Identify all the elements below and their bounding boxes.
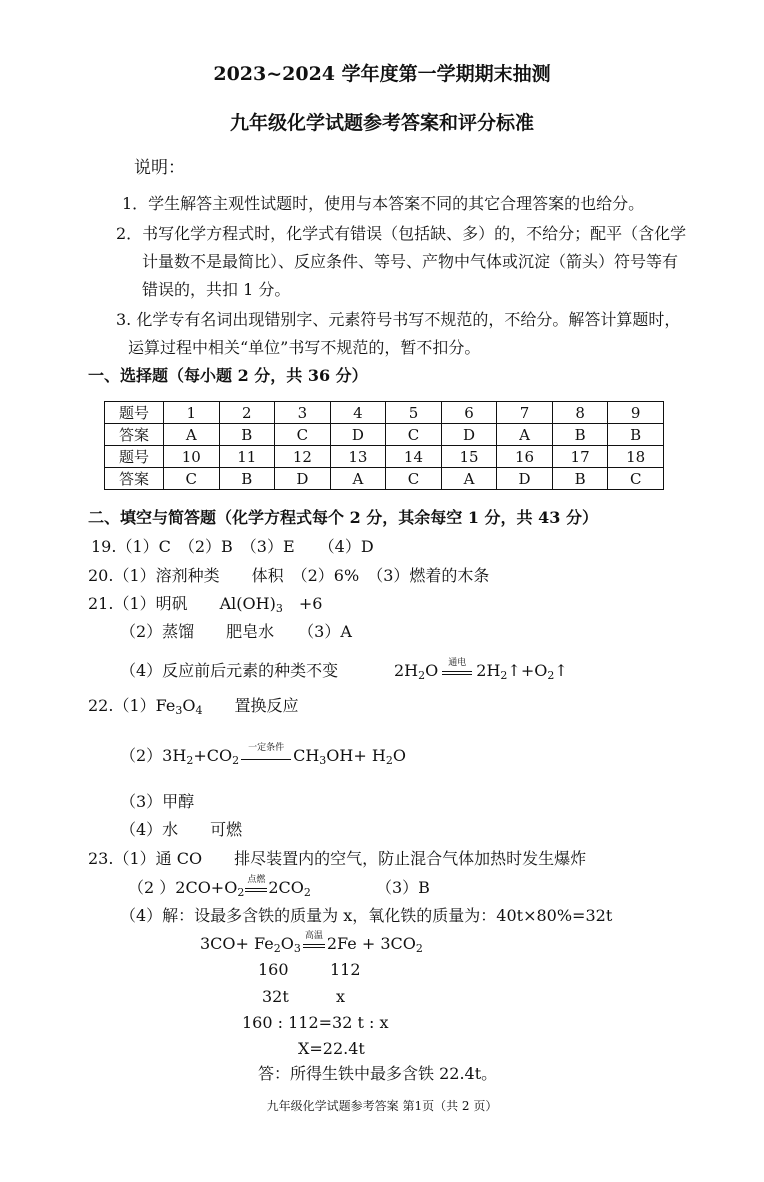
table-cell: 13 — [330, 446, 386, 468]
eq-part: 2CO — [268, 878, 304, 897]
note-3-line-2: 运算过程中相关“单位”书写不规范的，暂不扣分。 — [128, 338, 481, 357]
eq-part: OH+ H — [326, 746, 386, 765]
reaction-condition — [303, 931, 325, 954]
condition-label: 通电 — [448, 658, 467, 668]
subscript: 2 — [273, 942, 281, 955]
table-cell: D — [330, 424, 386, 446]
calc-molar-mass-fe2o3: 160 — [258, 960, 289, 979]
note-2-line-3: 错误的，共扣 1 分。 — [142, 280, 291, 299]
note-1: 1．学生解答主观性试题时，使用与本答案不同的其它合理答案的也给分。 — [122, 194, 645, 213]
answer-q22-1 — [88, 696, 298, 716]
note-2-line-1: 2．书写化学方程式时，化学式有错误（包括缺、多）的，不给分；配平（含化学 — [116, 224, 687, 243]
table-cell: B — [219, 468, 275, 490]
answer-q22-3: （3）甲醇 — [120, 792, 195, 811]
table-cell: B — [608, 424, 664, 446]
table-cell: C — [275, 424, 331, 446]
answer-q21-1 — [88, 594, 322, 614]
subscript: 2 — [186, 754, 194, 767]
subscript: 2 — [385, 754, 393, 767]
eq-part: O — [182, 696, 196, 715]
eq-part: ↑ — [554, 661, 568, 680]
calc-molar-mass-fe: 112 — [330, 960, 361, 979]
subscript: 3 — [175, 704, 183, 717]
table-cell: D — [441, 424, 497, 446]
condition-label: 点燃 — [247, 875, 266, 885]
table-cell: 11 — [219, 446, 275, 468]
page-footer: 九年级化学试题参考答案 第1页（共 2 页） — [266, 1099, 498, 1113]
table-cell: 5 — [386, 402, 442, 424]
page-subtitle: 九年级化学试题参考答案和评分标准 — [229, 112, 534, 134]
eq-part: 2H — [394, 661, 419, 680]
table-cell: B — [552, 424, 608, 446]
subscript: 2 — [232, 754, 240, 767]
table-cell: 12 — [275, 446, 331, 468]
calc-mass-unknown: x — [336, 987, 346, 1006]
eq-part: 22.（1）Fe — [88, 696, 176, 715]
eq-part: O — [425, 661, 439, 680]
reaction-condition — [442, 658, 472, 681]
answer-q20: 20.（1）溶剂种类 体积 （2）6% （3）燃着的木条 — [88, 566, 490, 585]
table-row-label: 题号 — [105, 446, 164, 468]
answer-q22-4: （4）水 可燃 — [120, 820, 243, 839]
table-cell: 9 — [608, 402, 664, 424]
table-cell: A — [497, 424, 553, 446]
subscript: 2 — [547, 669, 555, 682]
eq-part: 2Fe + 3CO — [326, 934, 416, 953]
answer-q22-2 — [120, 743, 406, 767]
subscript: 2 — [237, 886, 245, 899]
table-cell: A — [441, 468, 497, 490]
eq-part: 3CO+ Fe — [200, 934, 274, 953]
table-cell: C — [386, 468, 442, 490]
subscript: 2 — [418, 669, 426, 682]
answer-q21-4-text: （4）反应前后元素的种类不变 — [120, 661, 339, 680]
answer-q23-1: 23.（1）通 CO 排尽装置内的空气，防止混合气体加热时发生爆炸 — [88, 849, 587, 868]
answer-q19: 19.（1）C （2）B （3）E （4）D — [91, 537, 374, 556]
subscript: 2 — [500, 669, 508, 682]
table-row-label: 题号 — [105, 402, 164, 424]
subscript: 3 — [293, 942, 301, 955]
table-cell: A — [164, 424, 220, 446]
reaction-condition — [241, 743, 291, 766]
table-cell: 7 — [497, 402, 553, 424]
table-cell: B — [552, 468, 608, 490]
table-row-label: 答案 — [105, 424, 164, 446]
eq-part: （2）3H — [120, 746, 187, 765]
table-cell: B — [219, 424, 275, 446]
section-2-heading: 二、填空与简答题（化学方程式每个 2 分，其余每空 1 分，共 43 分） — [88, 508, 598, 527]
table-cell: 15 — [441, 446, 497, 468]
eq-part: +CO — [193, 746, 233, 765]
calc-answer: 答：所得生铁中最多含铁 22.4t。 — [258, 1064, 498, 1083]
notes-heading: 说明： — [134, 158, 185, 178]
eq-part: （2 ）2CO+O — [128, 878, 238, 897]
eq-part: CH — [293, 746, 320, 765]
table-cell: 2 — [219, 402, 275, 424]
condition-label: 高温 — [304, 931, 323, 941]
answer-q21-2: （2）蒸馏 肥皂水 （3）A — [120, 622, 352, 641]
eq-part: ↑+O — [507, 661, 548, 680]
table-cell: C — [164, 468, 220, 490]
condition-label: 一定条件 — [248, 743, 285, 753]
table-cell: C — [608, 468, 664, 490]
equation-electrolysis — [394, 658, 568, 682]
calc-equation — [200, 931, 423, 955]
table-cell: D — [497, 468, 553, 490]
table-row — [105, 446, 664, 468]
q21-1-valence: +6 — [282, 594, 323, 613]
table-row — [105, 402, 664, 424]
note-2-line-2: 计量数不是最简比）、反应条件、等号、产物中气体或沉淀（箭头）符号等有 — [142, 252, 679, 271]
table-cell: A — [330, 468, 386, 490]
section-1-heading: 一、选择题（每小题 2 分，共 36 分） — [88, 366, 368, 385]
table-cell: 18 — [608, 446, 664, 468]
page-title: 2023~2024 学年度第一学期期末抽测 — [213, 63, 551, 85]
table-cell: D — [275, 468, 331, 490]
table-row — [105, 468, 664, 490]
eq-part: 2H — [476, 661, 501, 680]
table-cell: 17 — [552, 446, 608, 468]
table-cell: 1 — [164, 402, 220, 424]
subscript: 3 — [275, 602, 283, 615]
answer-q23-3: （3）B — [376, 878, 430, 897]
table-cell: C — [386, 424, 442, 446]
note-3-line-1: 3. 化学专有名词出现错别字、元素符号书写不规范的，不给分。解答计算题时， — [116, 310, 681, 329]
subscript: 2 — [415, 942, 423, 955]
calc-ratio: 160 : 112=32 t : x — [242, 1013, 389, 1032]
reaction-type: 置换反应 — [202, 696, 299, 715]
table-cell: 14 — [386, 446, 442, 468]
table-row-label: 答案 — [105, 468, 164, 490]
subscript: 2 — [303, 886, 311, 899]
table-cell: 4 — [330, 402, 386, 424]
table-row — [105, 424, 664, 446]
table-cell: 10 — [164, 446, 220, 468]
table-cell: 16 — [497, 446, 553, 468]
answer-table — [104, 401, 664, 490]
table-cell: 8 — [552, 402, 608, 424]
answer-q23-4: （4）解：设最多含铁的质量为 x，氧化铁的质量为：40t×80%=32t — [120, 906, 613, 925]
calc-result: X=22.4t — [298, 1039, 365, 1058]
reaction-condition — [245, 875, 267, 898]
eq-part: O — [280, 934, 294, 953]
q21-1-text: 21.（1）明矾 Al(OH) — [88, 594, 276, 613]
table-cell: 3 — [275, 402, 331, 424]
subscript: 3 — [319, 754, 327, 767]
eq-part: O — [392, 746, 406, 765]
subscript: 4 — [195, 704, 203, 717]
table-cell: 6 — [441, 402, 497, 424]
calc-mass-known: 32t — [262, 987, 289, 1006]
answer-q23-2 — [128, 875, 311, 899]
